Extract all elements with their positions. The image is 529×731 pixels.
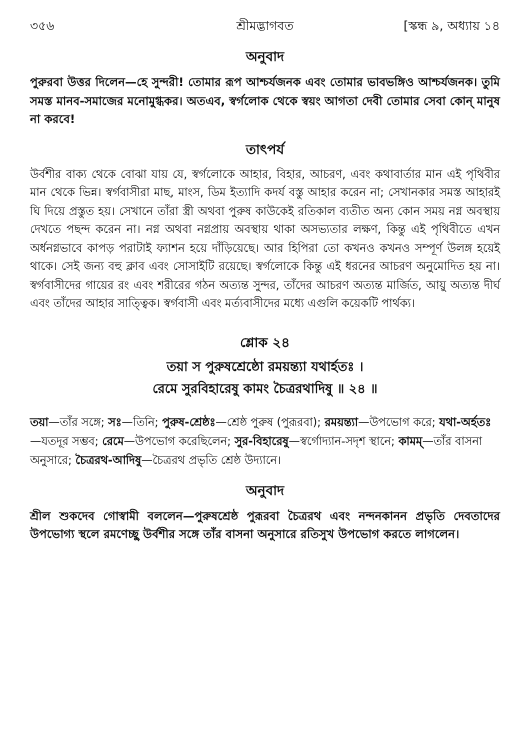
synonym-meaning: —যতদূর সম্ভব;	[30, 434, 103, 448]
translation-text-2: শ্রীল শুকদেব গোস্বামী বললেন—পুরুষশ্রেষ্ঠ পুরূরবা চৈত্ররথ এবং নন্দনকানন প্রভৃতি দেবতাদের উপভোগ্য স্থলে রমণেচ্ছু উর্বশীর সঙ্গে তাঁর বাসনা অনুসারে রতিসুখ উপভোগ করতে লাগলেন।	[30, 508, 500, 541]
synonym-meaning: —তিনি;	[121, 415, 163, 429]
synonym-meaning: —তাঁর বাসনা অনুসারে;	[30, 434, 483, 467]
book-title: শ্রীমদ্ভাগবত	[236, 18, 294, 33]
page	[30, 14, 500, 544]
synonym-word: কামম্	[398, 434, 423, 448]
synonym-word: যথা-অর্হতঃ	[439, 415, 492, 429]
chapter-reference: [স্কন্ধ ৯, অধ্যায় ১৪	[403, 18, 500, 33]
synonym-meaning: —তাঁর সঙ্গে;	[48, 415, 109, 429]
synonym-meaning: —স্বর্গোদ্যান-সদৃশ স্থানে;	[288, 434, 399, 448]
synonym-word: সঃ	[108, 415, 122, 429]
purport-heading: তাৎপর্য	[245, 141, 285, 158]
synonym-word: সুর-বিহারেষু	[234, 434, 289, 448]
running-header	[30, 14, 500, 36]
synonym-meaning: —উপভোগ করে;	[358, 415, 440, 429]
purport-text: উর্বশীর বাক্য থেকে বোঝা যায় যে, স্বর্গলোকে আহার, বিহার, আচরণ, এবং কথাবার্তার মান এই পৃথিবীর মান থেকে ভিন্ন। স্বর্গবাসীরা মাছ, মাংস, ডিম ইত্যাদি কদর্য বস্তু আহার করেন না; সেখানকার সমস্ত আহারই ঘি দিয়ে প্রস্তুত হয়। সেখানে তাঁরা স্ত্রী অথবা পুরুষ কাউকেই রতিকাল ব্যতীত অন্য কোন সময় নগ্ন অবস্থায় দেখতে পছন্দ করেন না। নগ্ন অথবা নগ্নপ্রায় অবস্থায় থাকা অসভ্যতার লক্ষণ, কিন্তু এই পৃথিবীতে এখন অর্ধনগ্নভাবে কাপড় পরাটাই ফ্যাশন হয়ে দাঁড়িয়েছে। আর হিপিরা তো কখনও কখনও সম্পূর্ণ উলঙ্গ হয়েই থাকে। সেই জন্য বহু ক্লাব এবং সোসাইটি রয়েছে। স্বর্গলোকে কিন্তু এই ধরনের আচরণ অনুমোদিত হয় না। স্বর্গবাসীদের গায়ের রং এবং শরীরের গঠন অত্যন্ত সুন্দর, তাঁদের আচরণ অত্যন্ত মার্জিত, আয়ু অত্যন্ত দীর্ঘ এবং তাঁদের আহার সাত্ত্বিক। স্বর্গবাসী এবং মর্ত্যবাসীদের মধ্যে এগুলি কয়েকটি পার্থক্য।	[30, 167, 500, 310]
verse-number: শ্লোক ২৪	[240, 334, 290, 351]
translation-heading: অনুবাদ	[245, 49, 285, 65]
synonym-word: তয়া	[30, 415, 49, 429]
translation-text: পুরুরবা উত্তর দিলেন—হে সুন্দরী! তোমার রূপ আশ্চর্যজনক এবং তোমার ভাবভঙ্গিও আশ্চর্যজনক। তুমি সমস্ত মানব-সমাজের মনোমুগ্ধকর। অতএব, স্বর্গলোক থেকে স্বয়ং আগতা দেবী তোমার সেবা কোন্ মানুষ না করবে!	[30, 75, 500, 126]
synonym-meaning: —শ্রেষ্ঠ পুরুষ (পুরূরবা);	[215, 415, 325, 429]
synonym-word: রেমে	[102, 434, 124, 448]
synonym-meaning: —চৈত্ররথ প্রভৃতি শ্রেষ্ঠ উদ্যানে।	[141, 453, 282, 467]
synonym-word: পুরুষ-শ্রেষ্ঠঃ	[162, 415, 216, 429]
page-number: ৩৫৬	[30, 18, 55, 33]
verse-line-1: তয়া স পুরুষশ্রেষ্ঠো রময়ন্ত্যা যথার্হতঃ ।	[166, 359, 364, 375]
synonym-word: রময়ন্ত্যা	[324, 415, 359, 429]
verse-line-2: রেমে সুরবিহারেষু কামং চৈত্ররথাদিষু ॥ ২৪ ॥	[152, 381, 378, 397]
translation-heading-2: অনুবাদ	[245, 482, 285, 499]
synonym-word: চৈত্ররথ-আদিষু	[75, 453, 142, 467]
synonym-meaning: —উপভোগ করেছিলেন;	[123, 434, 235, 448]
synonyms	[30, 413, 500, 470]
